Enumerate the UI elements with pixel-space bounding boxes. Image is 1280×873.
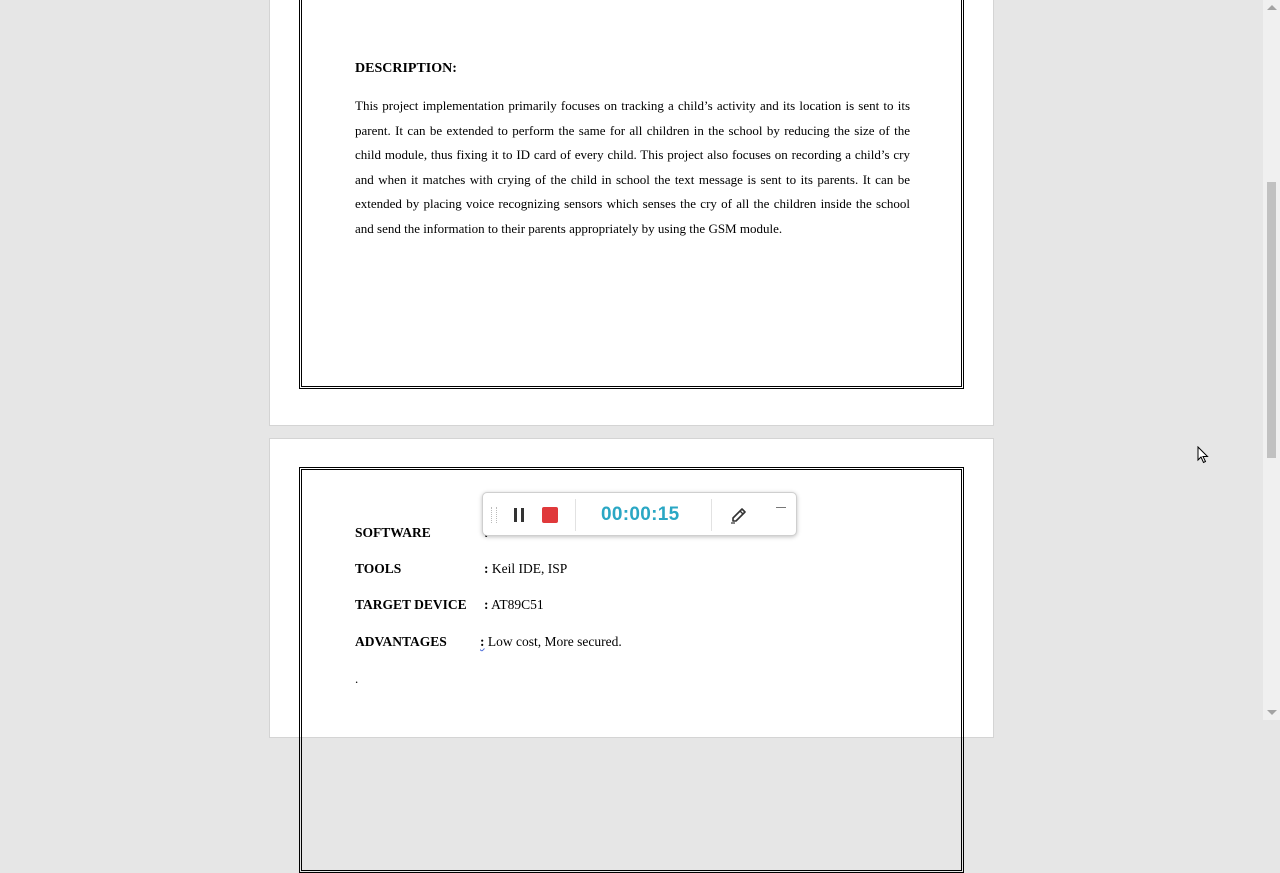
- vertical-scrollbar[interactable]: [1262, 0, 1280, 720]
- tools-value: : Keil IDE, ISP: [484, 561, 568, 576]
- document-page-2: [269, 438, 994, 738]
- recording-timer: 00:00:15: [601, 504, 680, 525]
- screen-recorder-toolbar[interactable]: [482, 492, 797, 536]
- pen-icon[interactable]: [729, 505, 749, 525]
- advantages-label: ADVANTAGES: [355, 634, 447, 649]
- pause-icon[interactable]: [513, 508, 525, 522]
- advantages-value: : Low cost, More secured.: [480, 634, 622, 649]
- stop-icon[interactable]: [542, 507, 558, 523]
- scroll-up-icon[interactable]: [1267, 5, 1277, 10]
- document-page-1: [269, 0, 994, 426]
- tools-label: TOOLS: [355, 561, 402, 576]
- divider: [575, 499, 576, 531]
- description-paragraph[interactable]: This project implementation primarily focuses on tracking a child’s activity and its location is sent to its parent. It can be extended to perform the same for all children in the school by reducing the size of the child module, thus fixing it to ID card of every child. This project also focuses on recording a child’s cry and when it matches with crying of the child in school the text message is sent to its parents. It can be extended by placing voice recognizing sensors which senses the cry of all the children inside the school and send the information to their parents appropriately by using the GSM module.: [355, 98, 910, 236]
- divider: [711, 499, 712, 531]
- target-device-value: : AT89C51: [484, 597, 544, 612]
- trailing-mark: .: [355, 671, 359, 686]
- minimize-icon[interactable]: [776, 499, 786, 509]
- target-device-label: TARGET DEVICE: [355, 597, 467, 612]
- section-heading-description: DESCRIPTION:: [355, 61, 457, 76]
- drag-handle-icon[interactable]: [491, 507, 497, 523]
- software-label: SOFTWARE: [355, 525, 431, 540]
- scroll-down-icon[interactable]: [1267, 710, 1277, 715]
- mouse-cursor-icon: [1197, 446, 1209, 464]
- scrollbar-thumb[interactable]: [1267, 182, 1276, 458]
